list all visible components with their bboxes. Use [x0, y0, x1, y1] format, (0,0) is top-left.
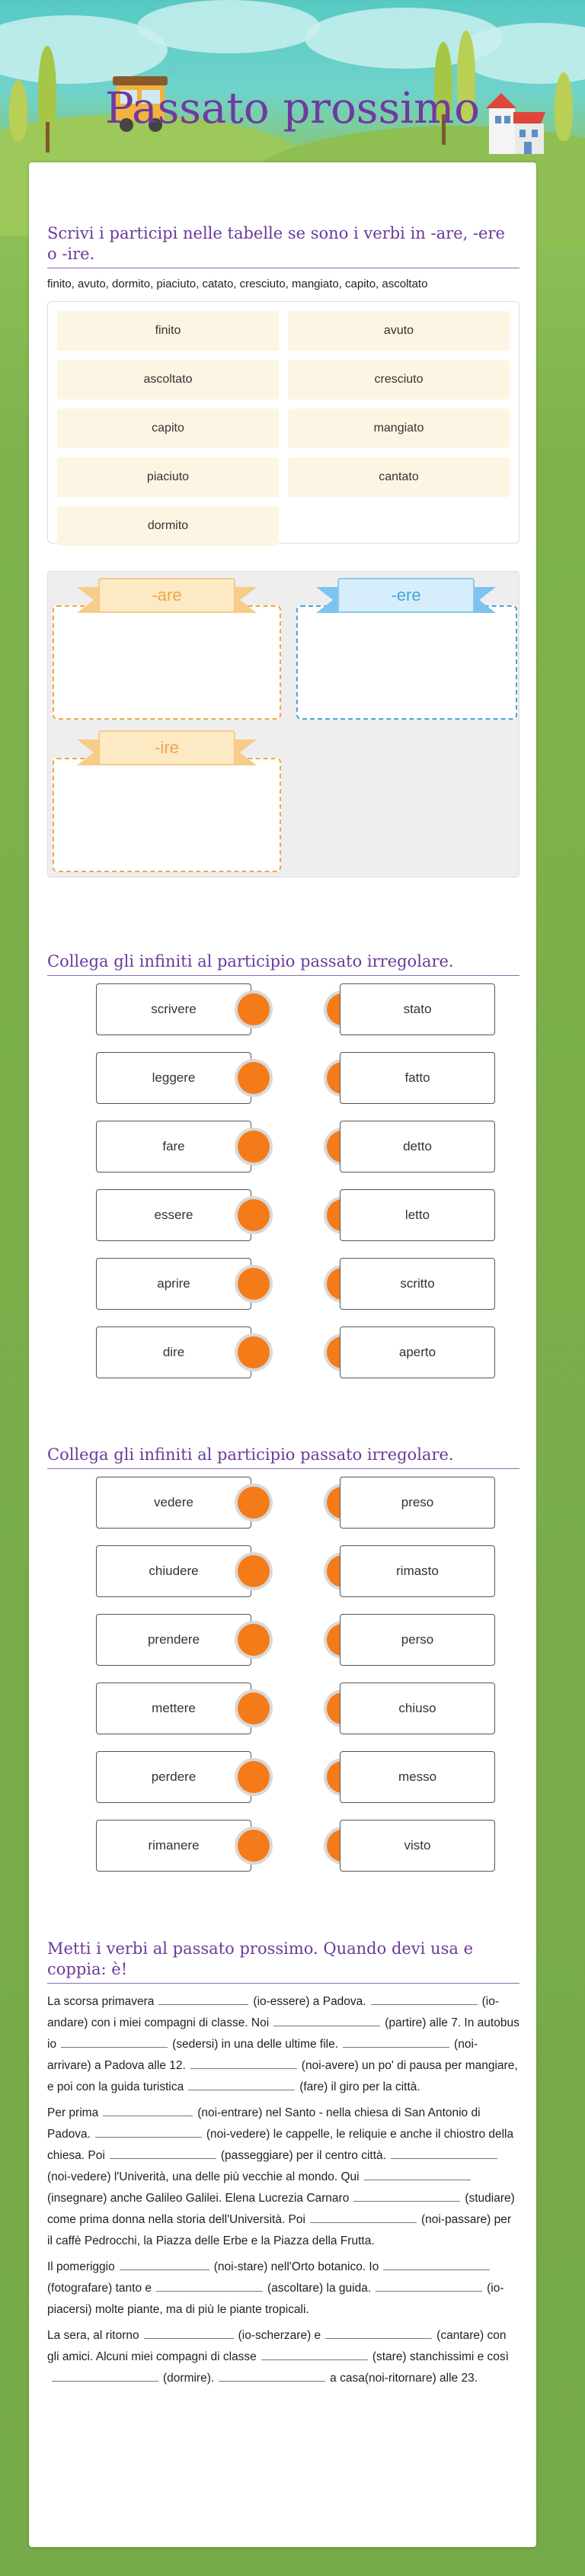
answer-blank[interactable]	[61, 2036, 168, 2048]
answer-blank[interactable]	[364, 2169, 471, 2180]
answer-blank[interactable]	[52, 2370, 158, 2382]
answer-blank[interactable]	[371, 1994, 478, 2005]
match-left[interactable]: scrivere	[96, 983, 251, 1035]
bin-label-ere: -ere	[337, 578, 475, 613]
paragraph: La sera, al ritorno (io-scherzare) e (cantare) con gli amici. Alcuni miei compagni di classe (stare) stanchissimi e così(dormire). a casa(noi-ritornare) alle 23.	[47, 2329, 509, 2385]
match-left[interactable]: chiudere	[96, 1545, 251, 1597]
paragraph: Il pomeriggio (noi-stare) nell'Orto botanico. Io(fotografare) tanto e (ascoltare) la guida. (io-piacersi) molte piante, ma di più le piante tropicali.	[47, 2260, 504, 2316]
match-left[interactable]: mettere	[96, 1683, 251, 1734]
connector-dot[interactable]	[238, 1692, 270, 1724]
match-right[interactable]: stato	[340, 983, 495, 1035]
answer-blank[interactable]	[188, 2079, 295, 2090]
word-bank	[47, 301, 519, 544]
answer-blank[interactable]	[391, 2148, 497, 2159]
connector-dot[interactable]	[238, 1487, 270, 1519]
drag-chip[interactable]: avuto	[288, 311, 510, 351]
answer-blank[interactable]	[144, 2327, 234, 2339]
connector-dot[interactable]	[238, 1062, 270, 1094]
answer-blank[interactable]	[110, 2148, 216, 2159]
match-right[interactable]: letto	[340, 1189, 495, 1241]
answer-blank[interactable]	[156, 2280, 263, 2292]
match-right[interactable]: scritto	[340, 1258, 495, 1310]
paragraph: Per prima (noi-entrare) nel Santo - nella chiesa di San Antonio di Padova. (noi-vedere) le cappelle, le reliquie e anche il chiostro della chiesa. Poi (passeggiare) per il centro città.(noi-vedere) l'Univerità, una delle più vecchie al mondo. Qui(insegnare) anche Galileo Galilei. Elena Lucrezia Carnaro (studiare) come prima donna nella storia dell'Università. Poi (noi-passare) per il caffè Pedrocchi, la Piazza delle Erbe e la Piazza della Frutta.	[47, 2106, 515, 2247]
match-right[interactable]: aperto	[340, 1326, 495, 1378]
answer-blank[interactable]	[103, 2105, 193, 2116]
connector-dot[interactable]	[238, 1830, 270, 1862]
bin-label-are: -are	[98, 578, 235, 613]
match-left[interactable]: leggere	[96, 1052, 251, 1104]
match-left[interactable]: fare	[96, 1121, 251, 1173]
answer-blank[interactable]	[120, 2259, 209, 2270]
match-right[interactable]: rimasto	[340, 1545, 495, 1597]
connector-dot[interactable]	[238, 1131, 270, 1163]
answer-blank[interactable]	[261, 2349, 368, 2360]
connector-dot[interactable]	[238, 1199, 270, 1231]
drag-chip[interactable]: cantato	[288, 457, 510, 497]
section-heading: Collega gli infiniti al participio passato irregolare.	[47, 1445, 519, 1469]
answer-blank[interactable]	[95, 2126, 202, 2138]
answer-blank[interactable]	[219, 2370, 325, 2382]
answer-blank[interactable]	[343, 2036, 449, 2048]
answer-blank[interactable]	[353, 2190, 460, 2202]
drag-chip[interactable]: piaciuto	[57, 457, 279, 497]
connector-dot[interactable]	[238, 1624, 270, 1656]
match-area	[47, 976, 519, 1372]
section-sort	[47, 223, 519, 877]
drop-zone-ire[interactable]	[53, 758, 281, 872]
section-match-2	[47, 1445, 519, 1865]
drag-chip[interactable]: mangiato	[288, 409, 510, 448]
match-left[interactable]: rimanere	[96, 1820, 251, 1872]
worksheet	[29, 162, 536, 2547]
drop-zone-ere[interactable]	[296, 605, 517, 720]
match-left[interactable]: aprire	[96, 1258, 251, 1310]
cloud	[137, 0, 320, 53]
match-left[interactable]: vedere	[96, 1477, 251, 1529]
match-left[interactable]: prendere	[96, 1614, 251, 1666]
connector-dot[interactable]	[238, 1268, 270, 1300]
match-left[interactable]: perdere	[96, 1751, 251, 1803]
connector-dot[interactable]	[238, 993, 270, 1025]
answer-blank[interactable]	[325, 2327, 432, 2339]
section-match-1	[47, 951, 519, 1372]
header-scenery	[0, 0, 585, 175]
match-right[interactable]: fatto	[340, 1052, 495, 1104]
word-list: finito, avuto, dormito, piaciuto, catato, cresciuto, mangiato, capito, ascoltato	[47, 277, 428, 290]
drag-chip[interactable]: capito	[57, 409, 279, 448]
match-right[interactable]: perso	[340, 1614, 495, 1666]
match-area	[47, 1469, 519, 1865]
answer-blank[interactable]	[273, 2015, 380, 2026]
drag-chip[interactable]: finito	[57, 311, 279, 351]
connector-dot[interactable]	[238, 1761, 270, 1793]
match-left[interactable]: dire	[96, 1326, 251, 1378]
connector-dot[interactable]	[238, 1555, 270, 1587]
connector-dot[interactable]	[238, 1336, 270, 1368]
page-title: Passato prossimo	[105, 84, 480, 133]
answer-blank[interactable]	[376, 2280, 482, 2292]
answer-blank[interactable]	[383, 2259, 490, 2270]
match-right[interactable]: messo	[340, 1751, 495, 1803]
fill-in-text	[47, 1991, 519, 2389]
sort-area	[47, 571, 519, 877]
match-right[interactable]: preso	[340, 1477, 495, 1529]
match-right[interactable]: visto	[340, 1820, 495, 1872]
answer-blank[interactable]	[190, 2058, 297, 2069]
drop-zone-are[interactable]	[53, 605, 281, 720]
answer-blank[interactable]	[310, 2212, 417, 2223]
section-heading: Collega gli infiniti al participio passato irregolare.	[47, 951, 519, 976]
match-left[interactable]: essere	[96, 1189, 251, 1241]
section-fill-in	[47, 1939, 519, 2394]
drag-chip[interactable]: ascoltato	[57, 360, 279, 399]
bin-label-ire: -ire	[98, 730, 235, 765]
paragraph: La scorsa primavera (io-essere) a Padova. (io-andare) con i miei compagni di classe. Noi (partire) alle 7. In autobus io (sedersi) in una delle ultime file. (noi-arrivare) a Padova alle 12. (noi-avere) un po' di pausa per mangiare, e poi con la guida turistica (fare) il giro per la città.	[47, 1995, 519, 2093]
match-right[interactable]: detto	[340, 1121, 495, 1173]
drag-chip[interactable]: cresciuto	[288, 360, 510, 399]
match-right[interactable]: chiuso	[340, 1683, 495, 1734]
drag-chip[interactable]: dormito	[57, 506, 279, 546]
section-heading: Scrivi i participi nelle tabelle se sono i verbi in -are, -ere o -ire.	[47, 223, 519, 268]
section-heading: Metti i verbi al passato prossimo. Quando devi usa e coppia: è!	[47, 1939, 519, 1984]
answer-blank[interactable]	[158, 1994, 248, 2005]
